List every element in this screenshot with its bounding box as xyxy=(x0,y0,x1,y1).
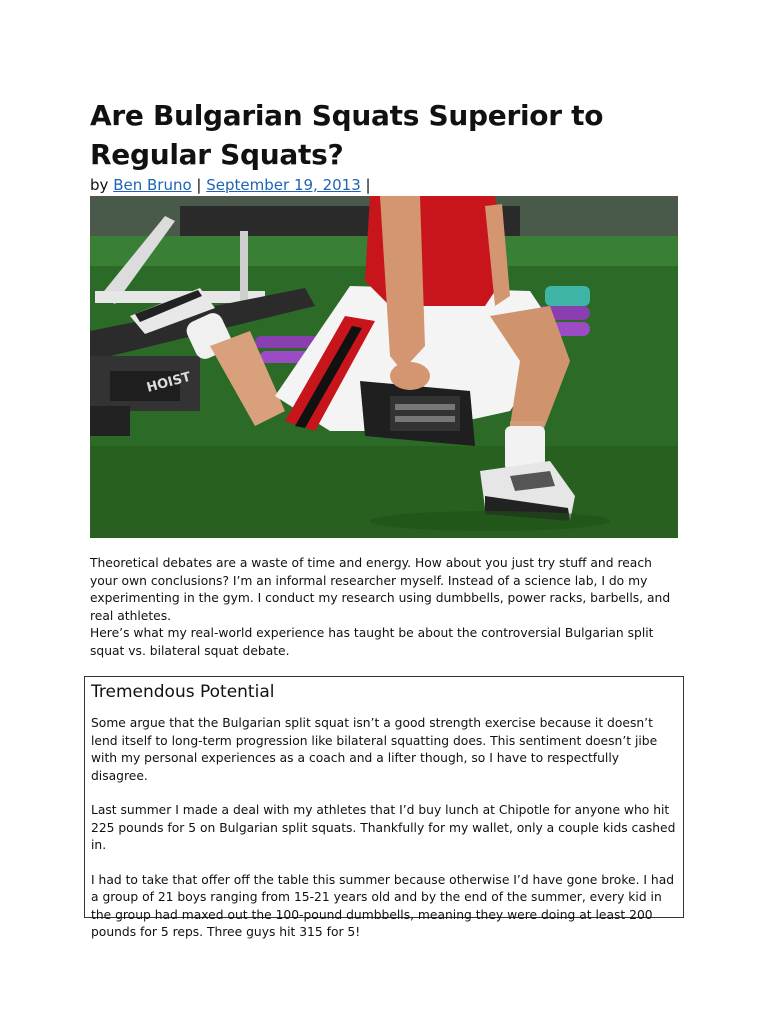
section-paragraph-2: Last summer I made a deal with my athletes that I’d buy lunch at Chipotle for anyone who hit 225 pounds for 5 on Bulgarian split squats. Thankfully for my wallet, only a couple kids cashed in. xyxy=(91,803,676,852)
svg-text:HOIST: HOIST xyxy=(145,369,193,396)
byline xyxy=(90,175,690,195)
section-paragraph-1: Some argue that the Bulgarian split squat isn’t a good strength exercise because it doesn’t lend itself to long-term progression like bilateral squatting does. This sentiment doesn’t jibe with my personal experiences as a coach and a lifter though, so I have to respectfully disagree. xyxy=(91,716,658,783)
intro-paragraph-2: Here’s what my real-world experience has taught be about the controversial Bulgarian split squat vs. bilateral squat debate. xyxy=(90,626,654,658)
section-paragraph-3: I had to take that offer off the table this summer because otherwise I’d have gone broke. I had a group of 21 boys ranging from 15-21 years old and by the end of the summer, every kid in the group had maxed out the 100-pound dumbbells, meaning they were doing at least 200 pounds for 5 reps. Three guys hit 315 for 5! xyxy=(91,872,675,939)
byline-separator: | xyxy=(365,176,371,194)
split-squat-illustration xyxy=(90,196,678,538)
intro-paragraph-1: Theoretical debates are a waste of time and energy. How about you just try stuff and reach your own conclusions? I’m an informal researcher myself. Instead of a science lab, I do my experimenting in the gym. I conduct my research using dumbbells, power racks, barbells, and real athletes. xyxy=(90,556,671,623)
article xyxy=(90,96,690,939)
date-link[interactable]: September 19, 2013 xyxy=(206,176,361,194)
author-link[interactable]: Ben Bruno xyxy=(113,176,192,194)
section-box xyxy=(84,676,684,939)
byline-separator: | xyxy=(196,176,202,194)
section-heading: Tremendous Potential xyxy=(91,682,275,702)
byline-prefix: by xyxy=(90,176,109,194)
article-photo xyxy=(90,196,678,538)
article-title: Are Bulgarian Squats Superior to Regular Squats? xyxy=(90,99,604,171)
